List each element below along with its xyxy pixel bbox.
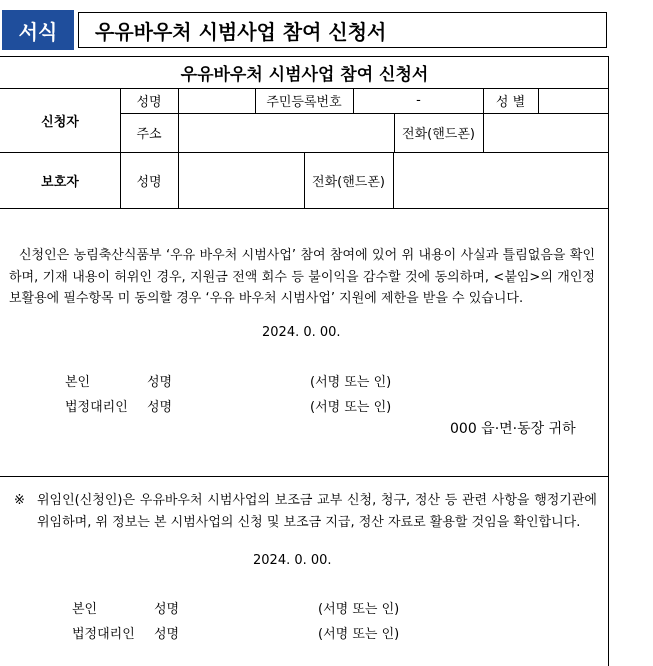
guardian-name-label: 성명: [136, 174, 162, 190]
guardian-label: 보호자: [41, 174, 79, 190]
applicant-label: 신청자: [41, 114, 79, 130]
applicant-gender-field[interactable]: [539, 88, 608, 113]
applicant-gender-label: 성 별: [495, 95, 526, 110]
guardian-phone-label: 전화(핸드폰): [312, 174, 385, 190]
consent-statement: 신청인은 농림축산식품부 ‘우유 바우처 시범사업’ 참여 참여에 있어 위 내용이 사실과 틀림없음을 확인하며, 기재 내용이 허위인 경우, 지원금 전액 회수 등 불이익을 감수할 것에 동의하며, <붙임>의 개인정보활용에 필수항목 미 동의할 경우 ‘우유 바우처 시범사업’ 지원에 제한을 받을 수 있습니다.: [9, 248, 595, 306]
delegation-rep-label: 법정대리인: [72, 627, 135, 642]
rrn-separator: -: [416, 93, 421, 108]
delegation-statement: 위임인(신청인)은 우유바우처 시범사업의 보조금 교부 신청, 청구, 정산 등 관련 사항을 행정기관에 위임하며, 위 정보는 본 시범사업의 신청 및 보조금 지급, 정산 자료로 활용할 것임을 확인합니다.: [37, 493, 597, 530]
consent-date: 2024. 0. 00.: [262, 325, 341, 340]
applicant-name-field[interactable]: [179, 88, 254, 113]
applicant-name-label: 성명: [136, 95, 162, 110]
delegation-rep-signature[interactable]: (서명 또는 인): [318, 627, 400, 642]
application-form: [0, 56, 609, 666]
consent-rep-label: 법정대리인: [65, 400, 128, 415]
applicant-rrn-label: 주민등록번호: [266, 95, 342, 110]
delegation-self-label: 본인: [72, 602, 98, 617]
delegation-name-label: 성명: [154, 602, 180, 617]
form-type-badge: 서식: [2, 10, 74, 50]
divider: [0, 208, 609, 209]
applicant-phone-field[interactable]: [484, 113, 608, 152]
delegation-rep-name-label: 성명: [154, 627, 180, 642]
applicant-rrn-field[interactable]: [354, 88, 483, 113]
consent-self-label: 본인: [65, 375, 91, 390]
divider: [0, 476, 609, 477]
consent-rep-name-label: 성명: [147, 400, 173, 415]
recipient: 000 읍·면·동장 귀하: [450, 421, 576, 437]
form-title: 우유바우처 시범사업 참여 신청서: [180, 65, 429, 85]
guardian-name-field[interactable]: [179, 152, 304, 208]
delegation-signature[interactable]: (서명 또는 인): [318, 602, 400, 617]
delegation-date: 2024. 0. 00.: [253, 553, 332, 568]
consent-signature[interactable]: (서명 또는 인): [310, 375, 392, 390]
note-mark: ※: [14, 493, 25, 508]
document-title: 우유바우처 시범사업 참여 신청서: [78, 12, 607, 48]
guardian-phone-field[interactable]: [394, 152, 608, 208]
applicant-address-label: 주소: [136, 127, 162, 142]
applicant-address-field[interactable]: [179, 113, 394, 152]
consent-rep-signature[interactable]: (서명 또는 인): [310, 400, 392, 415]
applicant-phone-label: 전화(핸드폰): [402, 127, 475, 142]
consent-name-label: 성명: [147, 375, 173, 390]
